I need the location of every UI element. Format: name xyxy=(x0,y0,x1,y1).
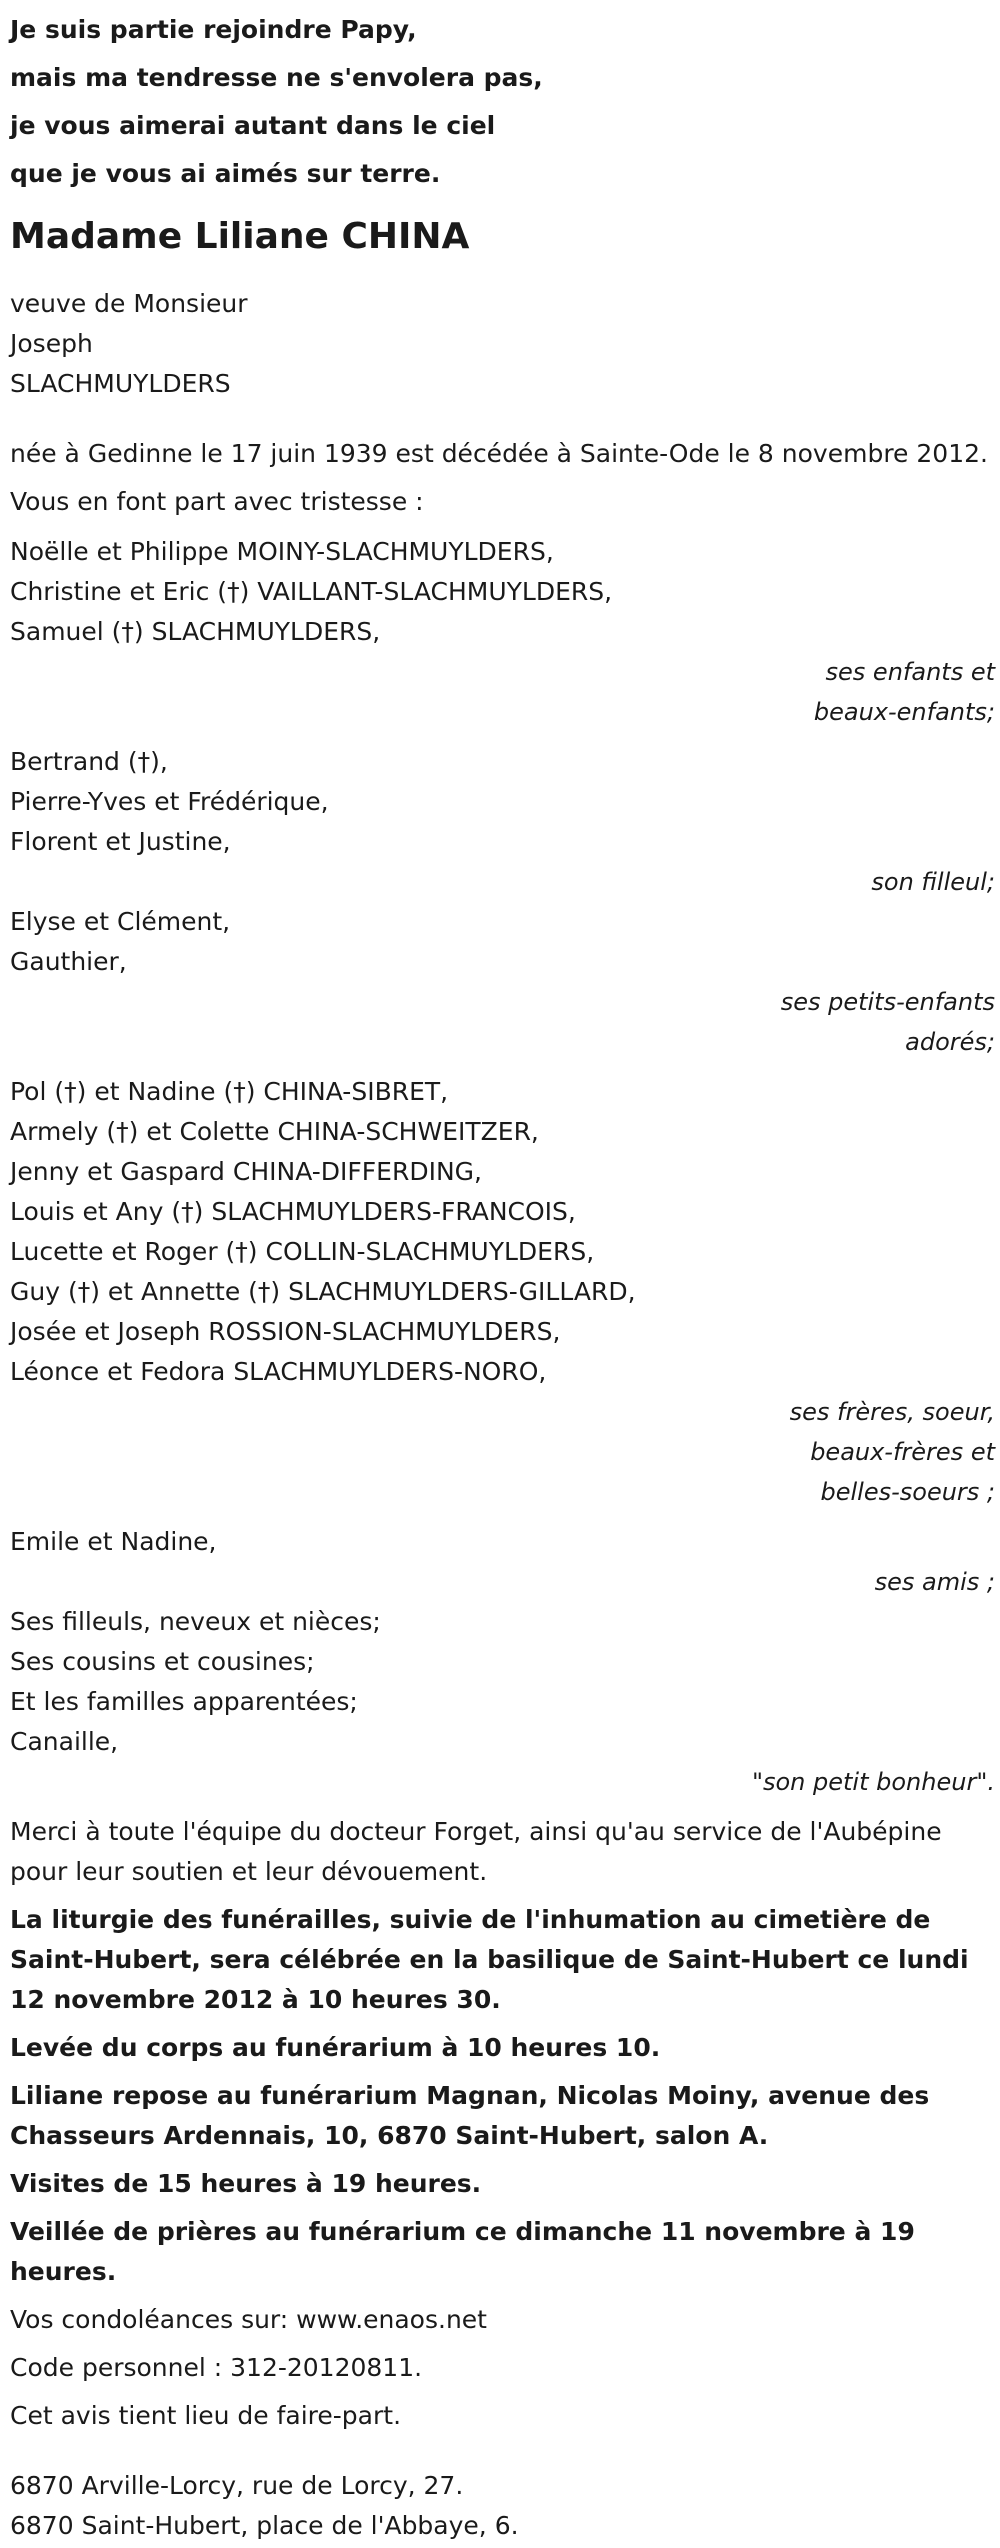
relation-label: ses amis ; xyxy=(874,1568,995,1596)
addresses xyxy=(10,2466,995,2546)
personal-code xyxy=(10,2348,995,2388)
notice xyxy=(10,2396,995,2436)
family-name: Emile et Nadine, xyxy=(10,1527,217,1556)
vigil-text: Veillée de prières au funérarium ce dimanche 11 novembre à 19 heures. xyxy=(10,2217,915,2286)
relation-label: "son petit bonheur". xyxy=(751,1768,995,1796)
family-name: Et les familles apparentées; xyxy=(10,1687,358,1716)
grandchildren-group xyxy=(10,902,995,1062)
repose xyxy=(10,2076,995,2156)
family-name: Samuel (†) SLACHMUYLDERS, xyxy=(10,617,381,646)
deceased-name: Madame Liliane CHINA xyxy=(10,216,470,257)
relation-label: beaux-frères et xyxy=(810,1438,995,1466)
thanks xyxy=(10,1812,995,1892)
visits xyxy=(10,2164,995,2204)
visits-text: Visites de 15 heures à 19 heures. xyxy=(10,2169,482,2198)
poem-line: que je vous ai aimés sur terre. xyxy=(10,159,441,188)
address-line: 6870 Arville-Lorcy, rue de Lorcy, 27. xyxy=(10,2471,464,2500)
relation-label: ses petits-enfants xyxy=(780,988,995,1016)
poem xyxy=(10,6,995,198)
announce xyxy=(10,482,995,522)
poem-line: mais ma tendresse ne s'envolera pas, xyxy=(10,63,543,92)
family-name: Gauthier, xyxy=(10,947,127,976)
thanks-text: Merci à toute l'équipe du docteur Forget, ainsi qu'au service de l'Aubépine pour leur soutien et leur dévouement. xyxy=(10,1817,942,1886)
condolences-text: Vos condoléances sur: www.enaos.net xyxy=(10,2305,487,2334)
announce-text: Vous en font part avec tristesse : xyxy=(10,487,424,516)
spouse-line: SLACHMUYLDERS xyxy=(10,369,231,398)
condolences xyxy=(10,2300,995,2340)
funeral-info xyxy=(10,1900,995,2020)
birth-death-text: née à Gedinne le 17 juin 1939 est décédée à Sainte-Ode le 8 novembre 2012. xyxy=(10,439,988,468)
family-name: Guy (†) et Annette (†) SLACHMUYLDERS-GILLARD, xyxy=(10,1277,636,1306)
family-name: Pierre-Yves et Frédérique, xyxy=(10,787,329,816)
spouse-line: veuve de Monsieur xyxy=(10,289,248,318)
relation-label: beaux-enfants; xyxy=(813,698,995,726)
family-name: Ses cousins et cousines; xyxy=(10,1647,315,1676)
relation-label: adorés; xyxy=(905,1028,995,1056)
poem-line: Je suis partie rejoindre Papy, xyxy=(10,15,417,44)
family-name: Jenny et Gaspard CHINA-DIFFERDING, xyxy=(10,1157,482,1186)
birth-death xyxy=(10,434,995,474)
family-name: Louis et Any (†) SLACHMUYLDERS-FRANCOIS, xyxy=(10,1197,576,1226)
children-group xyxy=(10,532,995,732)
family-name: Josée et Joseph ROSSION-SLACHMUYLDERS, xyxy=(10,1317,561,1346)
family-name: Florent et Justine, xyxy=(10,827,231,856)
funeral-text: La liturgie des funérailles, suivie de l'inhumation au cimetière de Saint-Hubert, sera célébrée en la basilique de Saint-Hubert ce lundi 12 novembre 2012 à 10 heures 30. xyxy=(10,1905,969,2014)
family-name: Armely (†) et Colette CHINA-SCHWEITZER, xyxy=(10,1117,539,1146)
vigil xyxy=(10,2212,995,2292)
code-text: Code personnel : 312-20120811. xyxy=(10,2353,423,2382)
family-name: Elyse et Clément, xyxy=(10,907,231,936)
family-name: Noëlle et Philippe MOINY-SLACHMUYLDERS, xyxy=(10,537,554,566)
family-name: Ses filleuls, neveux et nièces; xyxy=(10,1607,381,1636)
poem-line: je vous aimerai autant dans le ciel xyxy=(10,111,496,140)
spouse-block xyxy=(10,284,995,404)
family-name: Léonce et Fedora SLACHMUYLDERS-NORO, xyxy=(10,1357,547,1386)
others-group xyxy=(10,1602,995,1802)
siblings-group xyxy=(10,1072,995,1512)
spouse-line: Joseph xyxy=(10,329,93,358)
levee xyxy=(10,2028,995,2068)
relation-label: ses enfants et xyxy=(825,658,995,686)
family-name: Bertrand (†), xyxy=(10,747,168,776)
address-line: 6870 Saint-Hubert, place de l'Abbaye, 6. xyxy=(10,2511,519,2540)
notice-text: Cet avis tient lieu de faire-part. xyxy=(10,2401,402,2430)
relation-label: ses frères, soeur, xyxy=(789,1398,995,1426)
repose-text: Liliane repose au funérarium Magnan, Nicolas Moiny, avenue des Chasseurs Ardennais, 10, 6870 Saint-Hubert, salon A. xyxy=(10,2081,930,2150)
godchildren-group xyxy=(10,742,995,902)
family-name: Lucette et Roger (†) COLLIN-SLACHMUYLDERS, xyxy=(10,1237,595,1266)
obituary-page xyxy=(10,6,995,2546)
relation-label: belles-soeurs ; xyxy=(820,1478,995,1506)
relation-label: son filleul; xyxy=(871,868,995,896)
levee-text: Levée du corps au funérarium à 10 heures 10. xyxy=(10,2033,661,2062)
family-name: Christine et Eric (†) VAILLANT-SLACHMUYLDERS, xyxy=(10,577,613,606)
friends-group xyxy=(10,1522,995,1602)
family-name: Canaille, xyxy=(10,1727,119,1756)
family-name: Pol (†) et Nadine (†) CHINA-SIBRET, xyxy=(10,1077,449,1106)
